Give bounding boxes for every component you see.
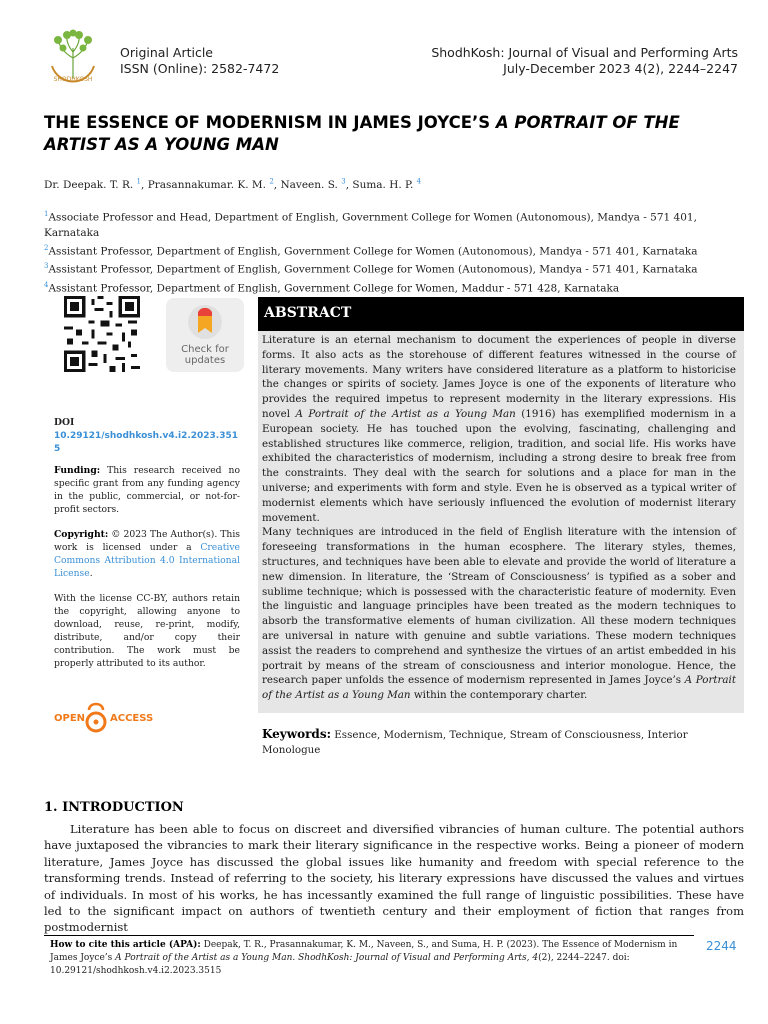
header-left: [120, 45, 279, 77]
author: Suma. H. P. $^4$: [352, 177, 422, 191]
affiliation: $^4$Assistant Professor, Department of English, Government College for Women, Maddur - 571 428, Karnataka: [44, 280, 620, 294]
open-access-icon: [54, 696, 174, 736]
affiliation: $^3$Assistant Professor, Department of English, Government College for Women (Autonomous), Mandya - 571 401, Karnataka: [44, 262, 698, 276]
qr-code[interactable]: [64, 296, 140, 372]
doi-label: DOI: [54, 417, 75, 428]
author: Naveen. S. $^3$,: [280, 177, 353, 191]
author: Prasannakumar. K. M. $^2$,: [147, 177, 281, 191]
article-type: Original Article: [120, 45, 213, 60]
footer-divider: [44, 935, 694, 936]
bookmark-icon: [185, 302, 225, 342]
page-number: 2244: [706, 939, 737, 953]
abstract-text: [262, 333, 736, 703]
keywords: Keywords: Essence, Modernism, Technique, Stream of Consciousness, Interior Monologue: [262, 727, 688, 756]
svg-text:ACCESS: ACCESS: [110, 713, 154, 724]
journal-logo: [40, 28, 106, 84]
cc-by-note: With the license CC-BY, authors retain the copyright, allowing anyone to download, reuse, re-print, modify, distribute, and/or copy their contribution. The work must be properly attributed to its author.: [54, 593, 240, 669]
license-link[interactable]: Creative Commons Attribution 4.0 International License: [54, 542, 240, 579]
funding-note: Funding: This research received no specific grant from any funding agency in the public, commercial, or not-for-profit sectors.: [54, 465, 240, 515]
abstract-paragraph: Many techniques are introduced in the field of English literature with the intension of foreseeing transformations in the human ecosphere. The literary styles, themes, structures, and techniques have been able to elevate and provide the world of literature a new dimension. In literature, the ‘Stream of Consciousness’ is typified as a sober and sublime technique; which is possessed with the characteristic feature of modernity. Even the linguistic and language principles have been treated as the modern techniques to absorb the transformative elements of human civilization. All these modern techniques are universal in nature with genuine and subtle variations. These modern techniques assist the readers to comprehend and synthesize the virtues of an artist embedded in his portrait by means of the stream of consciousness and interior monologue. Hence, the research paper unfolds the essence of modernism represented in James Joyce’s A Portrait of the Artist as a Young Man within the contemporary charter.: [262, 526, 736, 702]
issn: ISSN (Online): 2582-7472: [120, 61, 280, 76]
author-list: [44, 177, 421, 191]
header-right: [431, 45, 738, 77]
doi-link[interactable]: 10.29121/shodhkosh.v4.i2.2023.3515: [54, 431, 239, 454]
affiliation: $^1$Associate Professor and Head, Department of English, Government College for Women (Autonomous), Mandya - 571 401, Karnataka: [44, 210, 697, 239]
svg-text:SHODHKOSH: SHODHKOSH: [53, 76, 93, 83]
journal-name: ShodhKosh: Journal of Visual and Performing Arts: [431, 45, 738, 60]
introduction-body: Literature has been able to focus on discreet and diversified vibrancies of human culture. The potential authors have juxtaposed the vibrancies to mark their literary significance in the respective works. Being a pioneer of modern literature, James Joyce has discussed the global issues like humanity and freedom with special reference to the transforming trends. Instead of referring to the society, his literary expressions have discussed the values and virtues of individuals. In most of his works, he has incessantly examined the full range of linguistic possibilities. These have led to the significant impact on authors of twentieth century and their employment of fiction that ranges from postmodernist: [44, 822, 744, 935]
abstract-heading: ABSTRACT: [264, 305, 352, 321]
affiliations: [44, 207, 744, 296]
abstract-paragraph: Literature is an eternal mechanism to document the experiences of people in diverse forms. It also acts as the storehouse of different features witnessed in the course of literary movements. Many writers have considered literature as a platform to historicise the changes or spirits of society. James Joyce is one of the exponents of literature who provides the required impetus to represent modernity in the literary expressions. His novel A Portrait of the Artist as a Young Man (1916) has exemplified modernism in a European society. He has touched upon the evolving, fascinating, challenging and established structures like commerce, religion, tradition, and social life. His works have exhibited the characteristics of modernism, including a strong desire to break free from the constraints. They deal with the search for solutions and a place for man in the universe; and experiments with form and style. Even he is observed as a typical writer of modernist elements which have seriously influenced the evolution of modernist literary movement.: [262, 334, 736, 524]
section-heading: 1. INTRODUCTION: [44, 800, 184, 815]
journal-issue: July-December 2023 4(2), 2244–2247: [503, 61, 738, 76]
svg-text:OPEN: OPEN: [54, 713, 86, 724]
author: Dr. Deepak. T. R. $^1$,: [44, 177, 148, 191]
copyright-note: Copyright: © 2023 The Author(s). This work is licensed under a Creative Commons Attribution 4.0 International License.: [54, 529, 240, 579]
check-for-updates-badge[interactable]: [166, 298, 244, 372]
check-for-updates-label: Check for updates: [181, 344, 229, 366]
citation-note: How to cite this article (APA): Deepak, T. R., Prasannakumar, K. M., Naveen, S., and Suma, H. P. (2023). The Essence of Modernism in James Joyce’s A Portrait of the Artist as a Young Man. ShodhKosh: Journal of Visual and Performing Arts, 4(2), 2244–2247. doi: 10.29121/shodhkosh.v4.i2.2023.3515: [50, 940, 678, 976]
affiliation: $^2$Assistant Professor, Department of English, Government College for Women (Autonomous), Mandya - 571 401, Karnataka: [44, 243, 698, 257]
paper-title: THE ESSENCE OF MODERNISM IN JAMES JOYCE’S A PORTRAIT OF THE ARTIST AS A YOUNG MAN: [44, 113, 680, 154]
